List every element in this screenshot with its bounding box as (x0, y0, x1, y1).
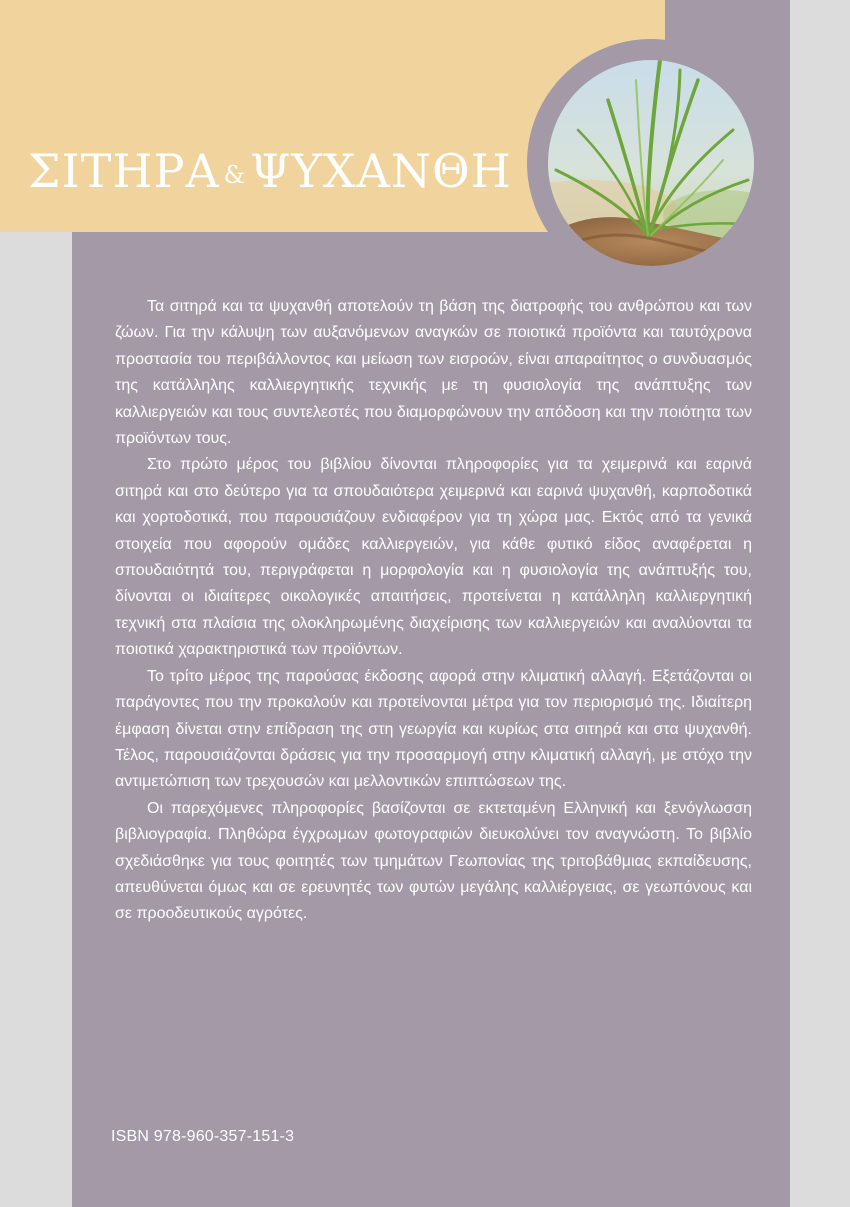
book-title (28, 144, 512, 198)
title-part-1: ΣΙΤΗΡΑ (28, 144, 220, 198)
paragraph-1: Τα σιτηρά και τα ψυχανθή αποτελούν τη βάση της διατροφής του ανθρώπου και των ζώων. Για την κάλυψη των αυξανόμενων αναγκών σε ποιοτικά προϊόντα και ταυτόχρονα προστασία του περιβάλλοντος και μείωση των εισροών, είναι απαραίτητος ο συνδυασμός της κατάλληλης καλλιεργητικής τεχνικής με τη φυσιολογία της ανάπτυξης των καλλιεργειών και τους συντελεστές που διαμορφώνουν την απόδοση και την ποιότητα των προϊόντων τους. (115, 298, 752, 448)
wheat-seedling-photo (548, 60, 754, 266)
title-part-2: ΨΥΧΑΝΘΗ (250, 144, 512, 198)
paragraph-4: Οι παρεχόμενες πληροφορίες βασίζονται σε εκτεταμένη Ελληνική και ξενόγλωσση βιβλιογραφία. Πληθώρα έγχρωμων φωτογραφιών διευκολύνει τον αναγνώστη. Το βιβλίο σχεδιάσθηκε για τους φοιτητές των τμημάτων Γεωπονίας της τριτοβάθμιας εκπαίδευσης, απευθύνεται όμως και σε ερευνητές των φυτών μεγάλης καλλιέργειας, σε γεωπόνους και σε προοδευτικούς αγρότες. (115, 799, 752, 923)
paragraph-2: Στο πρώτο μέρος του βιβλίου δίνονται πληροφορίες για τα χειμερινά και εαρινά σιτηρά και στο δεύτερο για τα σπουδαιότερα χειμερινά και εαρινά ψυχανθή, καρποδοτικά και χορτοδοτικά, που παρουσιάζουν ενδιαφέρον για τη χώρα μας. Εκτός από τα γενικά στοιχεία που αφορούν ομάδες καλλιεργειών, για κάθε φυτικό είδος αναφέρεται η σπουδαιότητά του, περιγράφεται η μορφολογία και η φυσιολογία της ανάπτυξής του, δίνονται οι ιδιαίτερες οικολογικές απαιτήσεις, προτείνεται η κατάλληλη καλλιεργητική τεχνική στα πλαίσια της ολοκληρωμένης διαχείρισης των καλλιεργειών και αναλύονται τα ποιοτικά χαρακτηριστικά των προϊόντων. (115, 456, 752, 659)
title-ampersand: & (223, 161, 247, 189)
side-strip (790, 0, 850, 1207)
paragraph-3: Το τρίτο μέρος της παρούσας έκδοσης αφορά στην κλιματική αλλαγή. Εξετάζονται οι παράγοντες που την προκαλούν και προτείνονται μέτρα για τον περιορισμό της. Ιδιαίτερη έμφαση δίνεται στην επίδραση της στη γεωργία και κυρίως στα σιτηρά και στα ψυχανθή. Τέλος, παρουσιάζονται δράσεις για την προσαρμογή στην κλιματική αλλαγή, με στόχο την αντιμετώπιση των τρεχουσών και μελλοντικών επιπτώσεων της. (115, 667, 752, 791)
isbn-number: ISBN 978-960-357-151-3 (111, 1128, 295, 1145)
back-cover-description (115, 294, 752, 928)
